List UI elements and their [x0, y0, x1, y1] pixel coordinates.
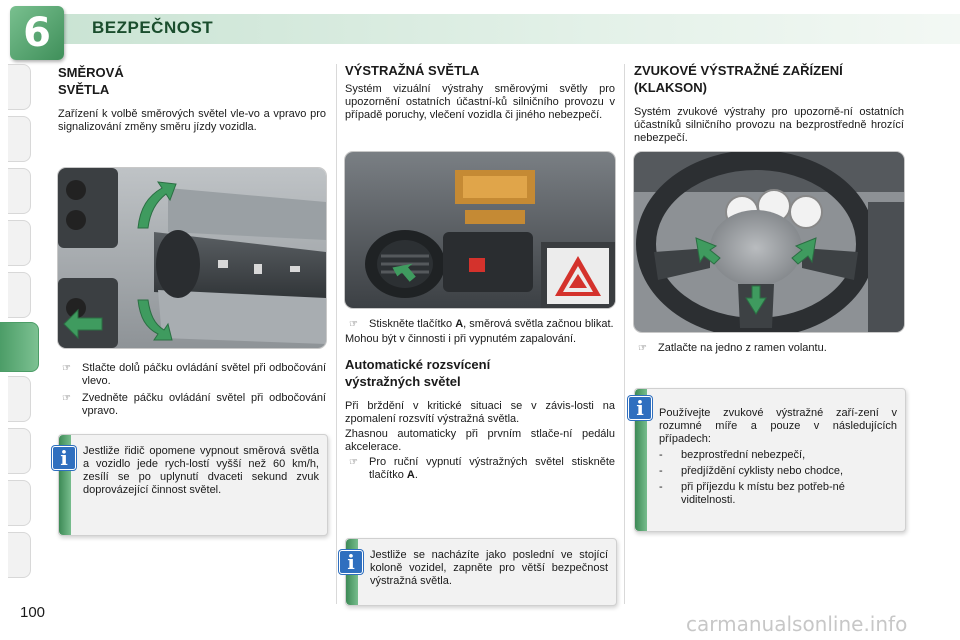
- horn-info-box: [634, 388, 906, 532]
- chapter-tab[interactable]: [8, 116, 31, 162]
- chapter-tab[interactable]: [8, 532, 31, 578]
- horn-title-1: ZVUKOVÉ VÝSTRAŽNÉ ZAŘÍZENÍ: [634, 63, 843, 78]
- turn-signals-section: [58, 64, 326, 134]
- turn-left-bullet: ☞ Stlačte dolů páčku ovládání světel při odbočování vlevo.: [62, 362, 326, 387]
- pointing-hand-icon: ☞: [62, 393, 71, 404]
- column-divider: [336, 64, 337, 604]
- auto-hazard-title-2: výstražných světel: [345, 374, 461, 389]
- info-icon: i: [339, 550, 363, 574]
- turn-signals-info-text: Jestliže řidič opomene vypnout směrová světla a vozidlo jede rych-lostí vyšší než 60 km/h, zesílí se po uplynutí dvaceti sekund zvuk doprovázející činnost světel.: [83, 445, 319, 496]
- page-number: 100: [20, 604, 46, 621]
- auto-hazard-title-1: Automatické rozsvícení: [345, 357, 491, 372]
- horn-section: [634, 62, 904, 145]
- hazard-lights-info-text: Jestliže se nacházíte jako poslední ve stojící koloně vozidel, zapněte pro větší bezpečnost výstražná světla.: [370, 549, 608, 587]
- horn-press-bullet: ☞ Zatlačte na jedno z ramen volantu.: [638, 342, 827, 354]
- pointing-hand-icon: ☞: [62, 363, 71, 374]
- watermark: carmanualsonline.info: [686, 612, 908, 636]
- steering-wheel-photo: [634, 152, 904, 332]
- chapter-tab[interactable]: [8, 480, 31, 526]
- pointing-hand-icon: ☞: [638, 343, 647, 354]
- horn-bullet-section: [634, 342, 904, 355]
- turn-signal-stalk-photo: [58, 168, 326, 348]
- pointing-hand-icon: ☞: [349, 457, 358, 468]
- chapter-badge: 6: [10, 6, 64, 60]
- pointing-hand-icon: ☞: [349, 319, 358, 330]
- info-icon: i: [628, 396, 652, 420]
- horn-intro: Systém zvukové výstrahy pro upozorně-ní ostatních účastníků silničního provozu na bezprostředně hrozící nebezpečí.: [634, 106, 904, 144]
- horn-info-item: - bezprostřední nebezpečí,: [659, 449, 806, 461]
- column-divider: [624, 64, 625, 604]
- chapter-title: BEZPEČNOST: [92, 18, 214, 37]
- chapter-tab-strip: [0, 64, 40, 584]
- chapter-tab[interactable]: [8, 272, 31, 318]
- chapter-tab[interactable]: [8, 64, 31, 110]
- turn-signals-bullets: [58, 362, 326, 418]
- auto-hazard-text-2: Zhasnou automaticky při prvním stlače-ní pedálu akcelerace.: [345, 428, 615, 453]
- horn-info-intro: Používejte zvukové výstražné zaří-zení v rozumné míře a pouze v následujících případech:: [659, 407, 897, 445]
- horn-title-2: (KLAKSON): [634, 80, 707, 95]
- hazard-lights-section: [345, 62, 615, 122]
- auto-hazard-text-1: Při brždění v kritické situaci se v závis-losti na zpomalení rozsvítí výstražná světla.: [345, 400, 615, 425]
- hazard-switch-photo: [345, 152, 615, 308]
- hazard-lights-title: VÝSTRAŽNÁ SVĚTLA: [345, 63, 480, 78]
- chapter-tab[interactable]: [8, 428, 31, 474]
- hazard-lights-intro: Systém vizuální výstrahy směrovými světly pro upozornění ostatních účastní-ků silničního provozu v případě poruchy, vlečení vozidla či jiného nebezpečí.: [345, 83, 615, 121]
- hazard-ignition-note: Mohou být v činnosti i při vypnutém zapalování.: [345, 333, 577, 345]
- hazard-press-bullet: ☞ Stiskněte tlačítko A, směrová světla začnou blikat.: [349, 318, 614, 330]
- turn-signals-info-box: [58, 434, 328, 536]
- hazard-lights-usage: [345, 318, 615, 482]
- turn-right-bullet: ☞ Zvedněte páčku ovládání světel při odbočování vpravo.: [62, 392, 326, 417]
- horn-info-item: - při příjezdu k místu bez potřeb-né viditelnosti.: [659, 481, 845, 506]
- horn-info-item: - předjíždění cyklisty nebo chodce,: [659, 465, 844, 477]
- turn-signals-title-1: SMĚROVÁ: [58, 65, 124, 80]
- chapter-tab[interactable]: [8, 376, 31, 422]
- auto-hazard-off-bullet: ☞ Pro ruční vypnutí výstražných světel stiskněte tlačítko A.: [349, 456, 615, 481]
- hazard-lights-info-box: [345, 538, 617, 606]
- turn-signals-intro: Zařízení k volbě směrových světel vle-vo a vpravo pro signalizování změny směru jízdy vozidla.: [58, 108, 326, 133]
- chapter-tab[interactable]: [8, 220, 31, 266]
- info-icon: i: [52, 446, 76, 470]
- chapter-tab[interactable]: [8, 168, 31, 214]
- chapter-tab-active[interactable]: [0, 322, 39, 372]
- turn-signals-title-2: SVĚTLA: [58, 82, 110, 97]
